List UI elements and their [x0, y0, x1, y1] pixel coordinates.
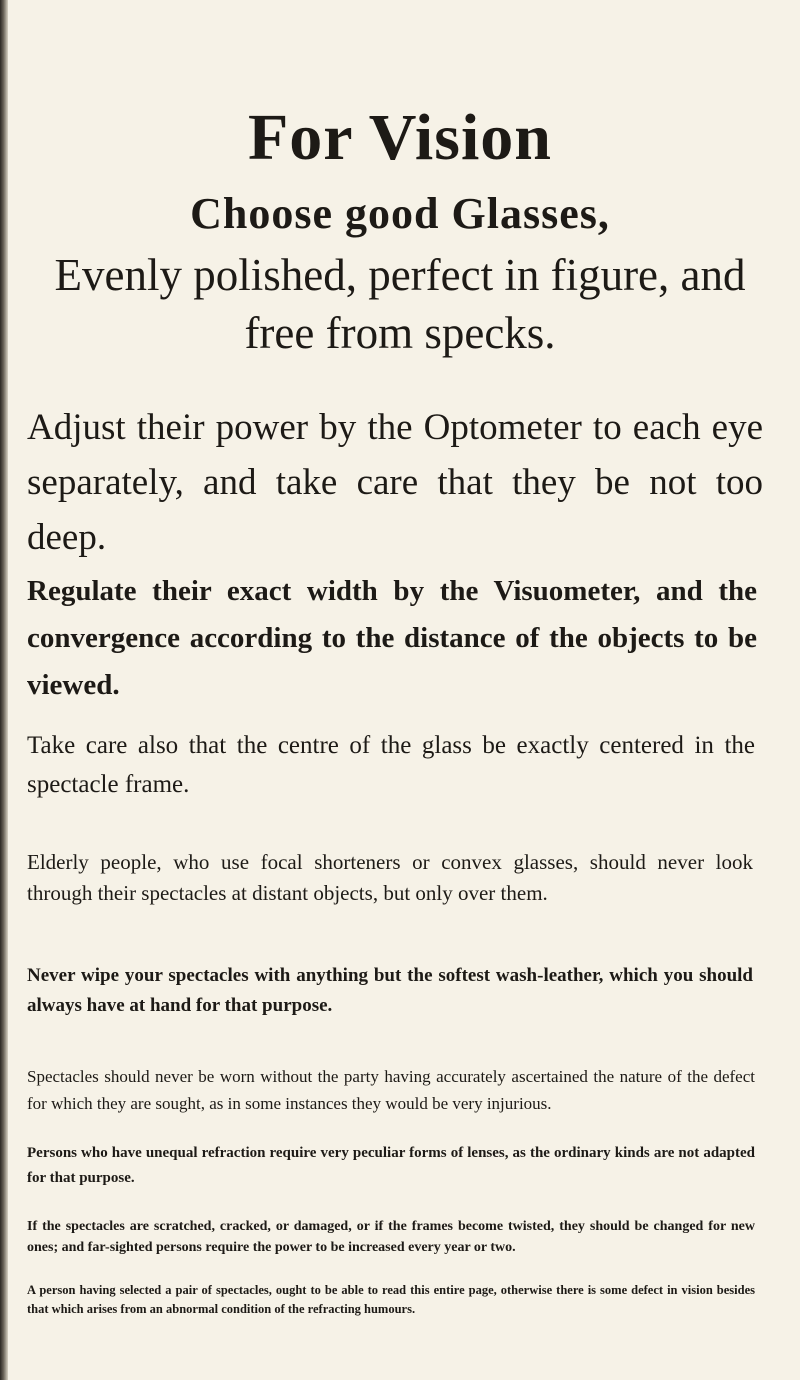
- paragraph-read-test: A person having selected a pair of spectacles, ought to be able to read this entire page, otherwise there is some defect in vision besides that which arises from an abnormal condition of the refracting humours.: [27, 1283, 755, 1316]
- paragraph-optometer: Adjust their power by the Optometer to each eye separately, and take care that they be not too deep.: [27, 407, 763, 558]
- page-title: For Vision: [247, 101, 552, 174]
- paragraph-refraction: Persons who have unequal refraction require very peculiar forms of lenses, as the ordinary kinds are not adapted for that purpose.: [27, 1145, 755, 1186]
- paragraph-wiping: Never wipe your spectacles with anything but the softest wash-leather, which you should always have at hand for that purpose.: [27, 965, 753, 1016]
- page-tagline: Evenly polished, perfect in figure, and free from specks.: [54, 250, 746, 358]
- paragraph-elderly: Elderly people, who use focal shorteners or convex glasses, should never look through their spectacles at distant objects, but only over them.: [27, 850, 753, 905]
- paragraph-centering: Take care also that the centre of the glass be exactly centered in the spectacle frame.: [27, 732, 755, 798]
- paragraph-defect: Spectacles should never be worn without the party having accurately ascertained the nature of the defect for which they are sought, as in some instances they would be very injurious.: [27, 1067, 755, 1113]
- page-subtitle: Choose good Glasses,: [190, 189, 610, 238]
- paragraph-visuometer: Regulate their exact width by the Visuometer, and the convergence according to the distance of the objects to be viewed.: [27, 575, 757, 701]
- paragraph-damage: If the spectacles are scratched, cracked, or damaged, or if the frames become twisted, they should be changed for new ones; and far-sighted persons require the power to be increased every year or two.: [27, 1219, 755, 1255]
